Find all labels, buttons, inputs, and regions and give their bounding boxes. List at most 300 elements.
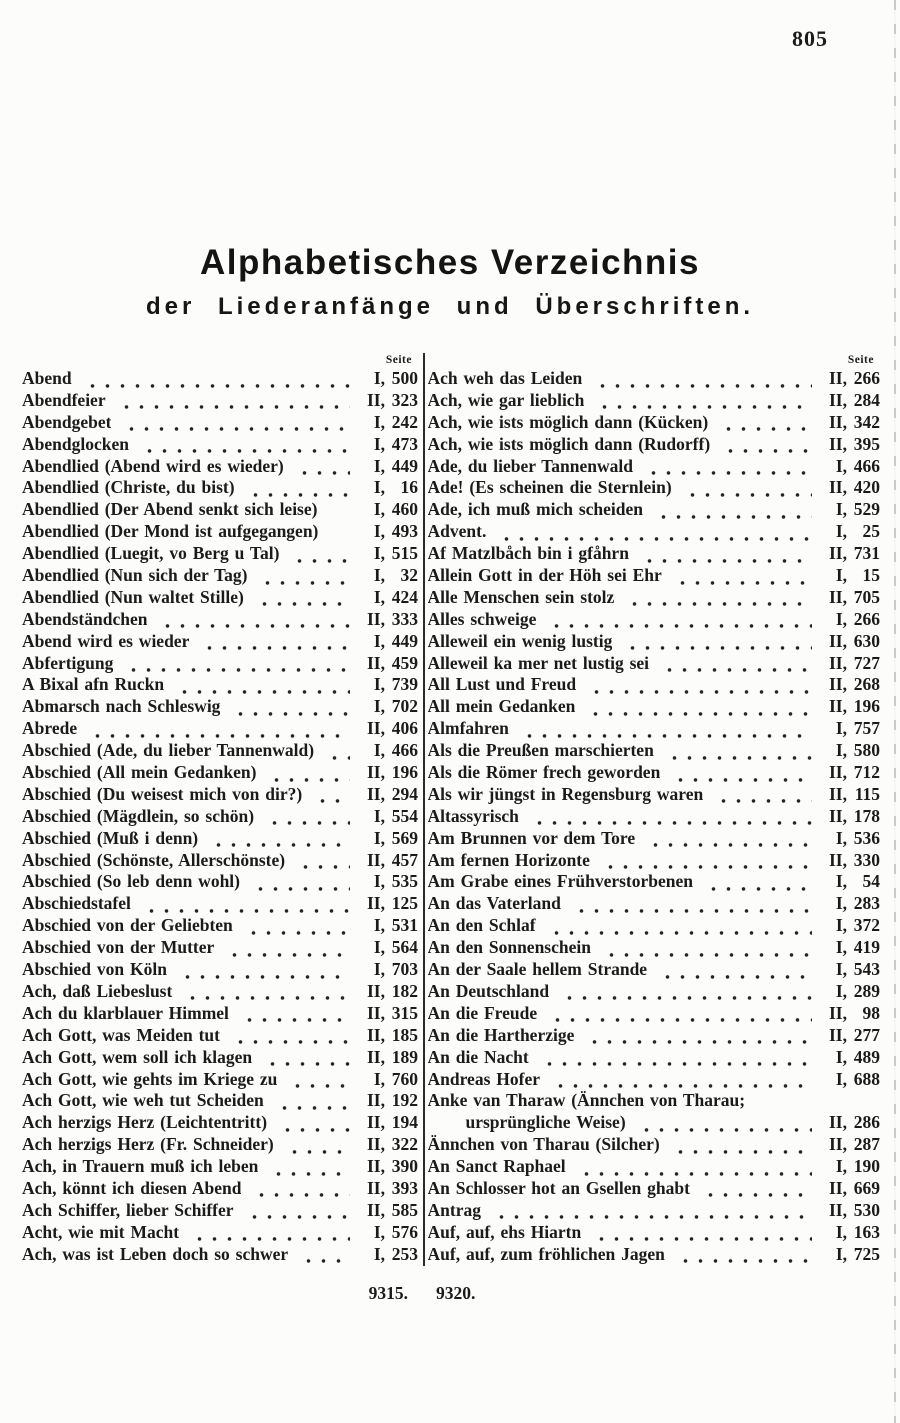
index-entry <box>22 806 418 828</box>
entry-title: Am Grabe eines Frühverstorbenen <box>427 871 694 892</box>
entry-title: Ach, was ist Leben doch so schwer <box>22 1243 289 1264</box>
dot-leader <box>267 1156 350 1178</box>
entry-volume: I, <box>835 1221 847 1242</box>
dot-leader <box>238 1003 350 1025</box>
entry-page-number: 449 <box>391 630 418 651</box>
entry-volume: II, <box>367 1002 385 1023</box>
index-entry <box>22 1156 418 1178</box>
index-entry <box>428 850 881 872</box>
index-entry <box>22 1222 418 1244</box>
entry-volume: I, <box>835 521 847 542</box>
entry-volume: II, <box>367 893 385 914</box>
index-entry <box>428 1025 881 1047</box>
page-subtitle: der Liederanfänge und Überschriften. <box>145 293 755 320</box>
footer-number-right: 9320. <box>436 1282 476 1303</box>
entry-page-number: 459 <box>391 652 418 673</box>
entry-volume: II, <box>367 1046 385 1067</box>
index-entry <box>22 828 418 850</box>
entry-title: Ade, ich muß mich scheiden <box>427 499 644 520</box>
entry-title: Almfahren <box>427 718 509 739</box>
index-entry <box>22 959 418 981</box>
entry-page-number: 15 <box>862 565 880 586</box>
entry-volume: I, <box>373 1243 385 1264</box>
entry-volume: II, <box>367 1112 385 1133</box>
index-entry <box>22 565 418 587</box>
entry-volume: II, <box>367 1090 385 1111</box>
entry-page-number: 725 <box>853 1243 880 1264</box>
dot-leader <box>311 784 350 806</box>
entry-title: Af Matzlbåch bin i gfåhrn <box>427 543 629 564</box>
index-entry <box>428 587 881 609</box>
dot-leader <box>717 412 812 434</box>
index-entry <box>428 609 881 631</box>
dot-leader <box>635 1112 812 1134</box>
entry-page-number: 393 <box>391 1177 418 1198</box>
index-entry <box>428 1047 881 1069</box>
dot-leader <box>583 1025 812 1047</box>
footer-plate-numbers <box>0 1283 872 1304</box>
entry-page-number: 192 <box>391 1090 418 1111</box>
index-entry <box>22 893 418 915</box>
entry-volume: I, <box>835 1243 847 1264</box>
index-entry <box>428 1156 881 1178</box>
entry-page-number: 688 <box>853 1068 880 1089</box>
entry-volume: II, <box>829 1199 847 1220</box>
entry-page-ref <box>358 390 418 412</box>
entry-title: Abendlied (Der Mond ist aufgegangen) <box>22 521 319 542</box>
column-divider <box>423 353 425 1266</box>
entry-page-number: 190 <box>853 1156 880 1177</box>
index-entry <box>428 718 881 740</box>
index-entry <box>22 631 418 653</box>
entry-page-ref <box>358 477 418 499</box>
index-entry <box>22 543 418 565</box>
dot-leader <box>86 718 350 740</box>
index-entry <box>428 543 881 565</box>
entry-title: ursprüngliche Weise) <box>465 1112 626 1133</box>
entry-volume: II, <box>829 368 847 388</box>
index-entry <box>428 456 881 478</box>
entry-volume: II, <box>829 1134 847 1155</box>
entry-page-number: 449 <box>391 455 418 476</box>
entry-volume: II, <box>367 1199 385 1220</box>
entry-page-number: 739 <box>391 674 418 695</box>
entry-title: Ach, daß Liebeslust <box>22 980 173 1001</box>
index-entry <box>22 434 418 456</box>
index-entry <box>22 1134 418 1156</box>
index-entry <box>22 1244 418 1266</box>
entry-page-number: 322 <box>391 1134 418 1155</box>
dot-leader <box>283 1134 350 1156</box>
entry-page-ref <box>820 412 880 434</box>
index-entry <box>428 959 881 981</box>
entry-title: Ach Gott, was Meiden tut <box>22 1024 220 1045</box>
entry-page-ref <box>820 1112 880 1134</box>
entry-page-number: 196 <box>853 696 880 717</box>
index-rows-left <box>22 368 418 1266</box>
entry-page-ref <box>358 412 418 434</box>
entry-title: An Sanct Raphael <box>427 1156 566 1177</box>
entry-title: Allein Gott in der Höh sei Ehr <box>427 565 662 586</box>
entry-title: Als die Preußen marschierten <box>427 740 654 761</box>
dot-leader <box>719 434 812 456</box>
entry-title: Abschiedstafel <box>22 893 131 914</box>
entry-volume: I, <box>373 499 385 520</box>
entry-title: Anke van Tharaw (Ännchen von Tharau; <box>427 1090 746 1111</box>
page-title: Alphabetisches Verzeichnis <box>199 243 700 282</box>
index-entry <box>22 653 418 675</box>
entry-page-ref <box>820 893 880 915</box>
entry-page-number: 284 <box>853 389 880 410</box>
entry-page-ref <box>358 1069 418 1091</box>
entry-page-number: 98 <box>862 1002 880 1023</box>
index-entry <box>428 915 881 937</box>
index-entry <box>428 499 881 521</box>
entry-page-number: 163 <box>853 1221 880 1242</box>
entry-title: Abmarsch nach Schleswig <box>22 696 221 717</box>
entry-page-ref <box>358 543 418 565</box>
entry-title: Abendständchen <box>22 608 148 629</box>
entry-volume: I, <box>373 411 385 432</box>
entry-page-ref <box>820 653 880 675</box>
entry-page-number: 585 <box>391 1199 418 1220</box>
index-entry <box>428 981 881 1003</box>
entry-page-number: 535 <box>391 871 418 892</box>
entry-page-number: 424 <box>391 586 418 607</box>
entry-volume: II, <box>367 718 385 739</box>
entry-page-number: 253 <box>391 1243 418 1264</box>
entry-page-ref <box>358 1222 418 1244</box>
entry-page-number: 16 <box>400 477 418 498</box>
entry-title: Ade! (Es scheinen die Sternlein) <box>427 477 672 498</box>
seite-header-right: Seite <box>847 354 874 366</box>
entry-page-ref <box>358 1200 418 1222</box>
entry-page-number: 457 <box>391 849 418 870</box>
entry-title: Am fernen Horizonte <box>427 849 590 870</box>
entry-volume: I, <box>373 565 385 586</box>
index-entry <box>22 1047 418 1069</box>
dot-leader <box>585 674 812 696</box>
entry-title: Ach Gott, wem soll ich klagen <box>22 1046 253 1067</box>
entry-volume: II, <box>367 389 385 410</box>
index-entry <box>428 784 881 806</box>
entry-page-number: 569 <box>391 827 418 848</box>
entry-volume: I, <box>373 959 385 980</box>
index-entry <box>428 412 881 434</box>
entry-title: Ach herzigs Herz (Fr. Schneider) <box>22 1134 274 1155</box>
entry-page-ref <box>358 762 418 784</box>
entry-page-ref <box>820 762 880 784</box>
dot-leader <box>681 477 812 499</box>
entry-volume: II, <box>367 849 385 870</box>
entry-page-ref <box>820 499 880 521</box>
entry-volume: I, <box>835 1156 847 1177</box>
entry-volume: II, <box>367 608 385 629</box>
index-entry <box>22 390 418 412</box>
entry-volume: I, <box>373 871 385 892</box>
dot-leader <box>242 915 350 937</box>
entry-title: Abschied von Köln <box>22 959 167 980</box>
entry-volume: II, <box>829 477 847 498</box>
entry-volume: II, <box>829 433 847 454</box>
entry-page-number: 466 <box>853 455 880 476</box>
index-entry <box>428 893 881 915</box>
entry-title: Ach, wie ists möglich dann (Rudorff) <box>427 433 711 454</box>
dot-leader <box>590 1222 812 1244</box>
dot-leader <box>249 871 350 893</box>
dot-leader <box>638 543 812 565</box>
index-entry <box>428 1003 881 1025</box>
entry-page-ref <box>358 1178 418 1200</box>
entry-page-number: 703 <box>391 959 418 980</box>
entry-page-number: 529 <box>853 499 880 520</box>
index-entry <box>428 390 881 412</box>
entry-page-number: 194 <box>391 1112 418 1133</box>
entry-title: Ach, in Trauern muß ich leben <box>22 1156 259 1177</box>
entry-title: Advent. <box>427 521 487 542</box>
dot-leader <box>223 937 350 959</box>
index-entry <box>22 696 418 718</box>
entry-page-ref <box>358 1003 418 1025</box>
entry-page-ref <box>358 674 418 696</box>
entry-volume: II, <box>829 543 847 564</box>
entry-page-number: 531 <box>391 915 418 936</box>
index-entry <box>22 937 418 959</box>
entry-volume: I, <box>835 499 847 520</box>
entry-page-number: 277 <box>853 1024 880 1045</box>
entry-volume: I, <box>835 871 847 892</box>
entry-page-number: 372 <box>853 915 880 936</box>
entry-title: Auf, auf, zum fröhlichen Jagen <box>427 1243 665 1264</box>
entry-page-ref <box>820 850 880 872</box>
dot-leader <box>545 609 812 631</box>
entry-page-ref <box>358 959 418 981</box>
index-entry <box>22 871 418 893</box>
entry-page-number: 757 <box>853 718 880 739</box>
entry-volume: I, <box>835 937 847 958</box>
index-entry <box>22 784 418 806</box>
dot-leader <box>558 981 812 1003</box>
dot-leader <box>288 543 350 565</box>
entry-page-ref <box>820 806 880 828</box>
dot-leader <box>570 893 812 915</box>
entry-volume: II, <box>367 1156 385 1177</box>
entry-title: Abrede <box>22 718 78 739</box>
entry-page-number: 731 <box>853 543 880 564</box>
entry-volume: I, <box>835 959 847 980</box>
dot-leader <box>591 368 812 390</box>
entry-page-number: 669 <box>853 1177 880 1198</box>
entry-volume: II, <box>829 783 847 804</box>
page-number: 805 <box>792 26 828 51</box>
entry-page-number: 54 <box>862 871 880 892</box>
entry-page-number: 460 <box>391 499 418 520</box>
entry-page-ref <box>820 477 880 499</box>
entry-volume: II, <box>829 630 847 651</box>
entry-page-number: 182 <box>391 980 418 1001</box>
entry-page-number: 289 <box>853 980 880 1001</box>
dot-leader <box>528 806 812 828</box>
entry-volume: I, <box>835 455 847 476</box>
entry-page-ref <box>358 1047 418 1069</box>
entry-page-number: 266 <box>853 368 880 388</box>
dot-leader <box>243 1200 350 1222</box>
entry-page-ref <box>358 631 418 653</box>
entry-page-ref <box>820 587 880 609</box>
entry-volume: I, <box>835 1046 847 1067</box>
entry-volume: II, <box>829 805 847 826</box>
entry-page-ref <box>820 1069 880 1091</box>
index-entry <box>22 762 418 784</box>
dot-leader <box>546 1003 812 1025</box>
entry-page-number: 712 <box>853 762 880 783</box>
dot-leader <box>181 981 350 1003</box>
entry-volume: I, <box>373 915 385 936</box>
entry-title: Acht, wie mit Macht <box>22 1221 180 1242</box>
index-entry <box>428 828 881 850</box>
entry-page-number: 580 <box>853 740 880 761</box>
entry-page-ref <box>820 828 880 850</box>
entry-volume: II, <box>367 652 385 673</box>
index-entry <box>22 1069 418 1091</box>
dot-leader <box>273 1090 350 1112</box>
entry-volume: II, <box>829 1112 847 1133</box>
entry-volume: II, <box>829 674 847 695</box>
entry-volume: I, <box>373 937 385 958</box>
entry-page-number: 342 <box>853 411 880 432</box>
index-entry <box>428 696 881 718</box>
index-entry <box>22 1200 418 1222</box>
entry-volume: I, <box>373 696 385 717</box>
entry-title: An die Nacht <box>427 1046 529 1067</box>
entry-page-number: 727 <box>853 652 880 673</box>
index-entry <box>22 412 418 434</box>
entry-title: Abschied (Muß i denn) <box>22 827 199 848</box>
dot-leader <box>545 915 812 937</box>
entry-page-ref <box>358 828 418 850</box>
entry-title: Ach du klarblauer Himmel <box>22 1002 229 1023</box>
entry-title: Alleweil ka mer net lustig sei <box>427 652 650 673</box>
entry-page-number: 515 <box>391 543 418 564</box>
entry-page-ref <box>358 981 418 1003</box>
entry-volume: I, <box>373 827 385 848</box>
entry-volume: I, <box>835 1068 847 1089</box>
entry-page-ref <box>820 1047 880 1069</box>
entry-page-number: 500 <box>391 368 418 388</box>
entry-page-number: 185 <box>391 1024 418 1045</box>
entry-page-ref <box>820 1025 880 1047</box>
entry-volume: I, <box>835 608 847 629</box>
entry-title: Abschied (Mägdlein, so schön) <box>22 805 255 826</box>
entry-volume: II, <box>829 1024 847 1045</box>
entry-title: Abendfeier <box>22 389 106 410</box>
dot-leader <box>599 850 812 872</box>
dot-leader <box>253 587 350 609</box>
entry-title: An den Sonnenschein <box>427 937 591 958</box>
entry-volume: II, <box>829 762 847 783</box>
entry-title: Ach herzigs Herz (Leichtentritt) <box>22 1112 268 1133</box>
index-rows-right <box>428 368 881 1266</box>
index-entry <box>428 477 881 499</box>
entry-volume: I, <box>373 433 385 454</box>
dot-leader <box>699 1178 812 1200</box>
dot-leader <box>265 762 350 784</box>
index-entry <box>22 1025 418 1047</box>
dot-leader <box>276 1112 350 1134</box>
entry-page-number: 705 <box>853 586 880 607</box>
dot-leader <box>323 740 350 762</box>
entry-title: Ach Gott, wie gehts im Kriege zu <box>22 1068 278 1089</box>
entry-page-ref <box>358 1025 418 1047</box>
entry-page-number: 493 <box>391 521 418 542</box>
dot-leader <box>120 412 350 434</box>
entry-title: Ach, wie ists möglich dann (Kücken) <box>427 411 709 432</box>
index-entry <box>428 1090 881 1112</box>
dot-leader <box>642 456 812 478</box>
entry-volume: I, <box>373 368 385 388</box>
index-entry <box>428 1112 881 1134</box>
entry-title: All Lust und Freud <box>427 674 577 695</box>
entry-title: Als wir jüngst in Regensburg waren <box>427 783 704 804</box>
index-column-right <box>428 353 881 1266</box>
dot-leader <box>156 609 350 631</box>
entry-page-number: 189 <box>391 1046 418 1067</box>
index-entry <box>428 674 881 696</box>
entry-page-number: 315 <box>391 1002 418 1023</box>
dot-leader <box>644 828 812 850</box>
index-entry <box>22 915 418 937</box>
entry-page-number: 473 <box>391 433 418 454</box>
dot-leader <box>294 850 350 872</box>
entry-volume: II, <box>829 389 847 410</box>
entry-page-ref <box>358 915 418 937</box>
entry-page-number: 564 <box>391 937 418 958</box>
dot-leader <box>173 674 350 696</box>
dot-leader <box>176 959 350 981</box>
entry-title: An Deutschland <box>427 980 550 1001</box>
entry-page-number: 294 <box>391 783 418 804</box>
index-entry <box>22 1112 418 1134</box>
entry-page-ref <box>358 850 418 872</box>
entry-volume: II, <box>367 980 385 1001</box>
entry-title: Andreas Hofer <box>427 1068 540 1089</box>
index-entry <box>428 631 881 653</box>
index-entry <box>428 937 881 959</box>
entry-title: A Bixal afn Ruckn <box>22 674 165 695</box>
entry-title: Abendlied (Nun waltet Stille) <box>22 586 244 607</box>
entry-volume: II, <box>829 586 847 607</box>
entry-page-number: 125 <box>391 893 418 914</box>
index-entry <box>22 1178 418 1200</box>
entry-title: An die Hartherzige <box>427 1024 575 1045</box>
entry-page-number: 283 <box>853 893 880 914</box>
dot-leader <box>286 1069 350 1091</box>
entry-page-ref <box>820 959 880 981</box>
index-entry <box>428 871 881 893</box>
dot-leader <box>669 1134 812 1156</box>
entry-volume: I, <box>373 805 385 826</box>
entry-title: Abschied (All mein Gedanken) <box>22 762 257 783</box>
index-entry <box>428 1069 881 1091</box>
entry-title: Abend wird es wieder <box>22 630 190 651</box>
entry-page-number: 178 <box>853 805 880 826</box>
entry-title: Ach Schiffer, lieber Schiffer <box>22 1199 234 1220</box>
entry-page-ref <box>358 368 418 390</box>
entry-title: Als die Römer frech geworden <box>427 762 661 783</box>
dot-leader <box>207 828 350 850</box>
entry-volume: II, <box>367 1024 385 1045</box>
entry-page-ref <box>820 871 880 893</box>
